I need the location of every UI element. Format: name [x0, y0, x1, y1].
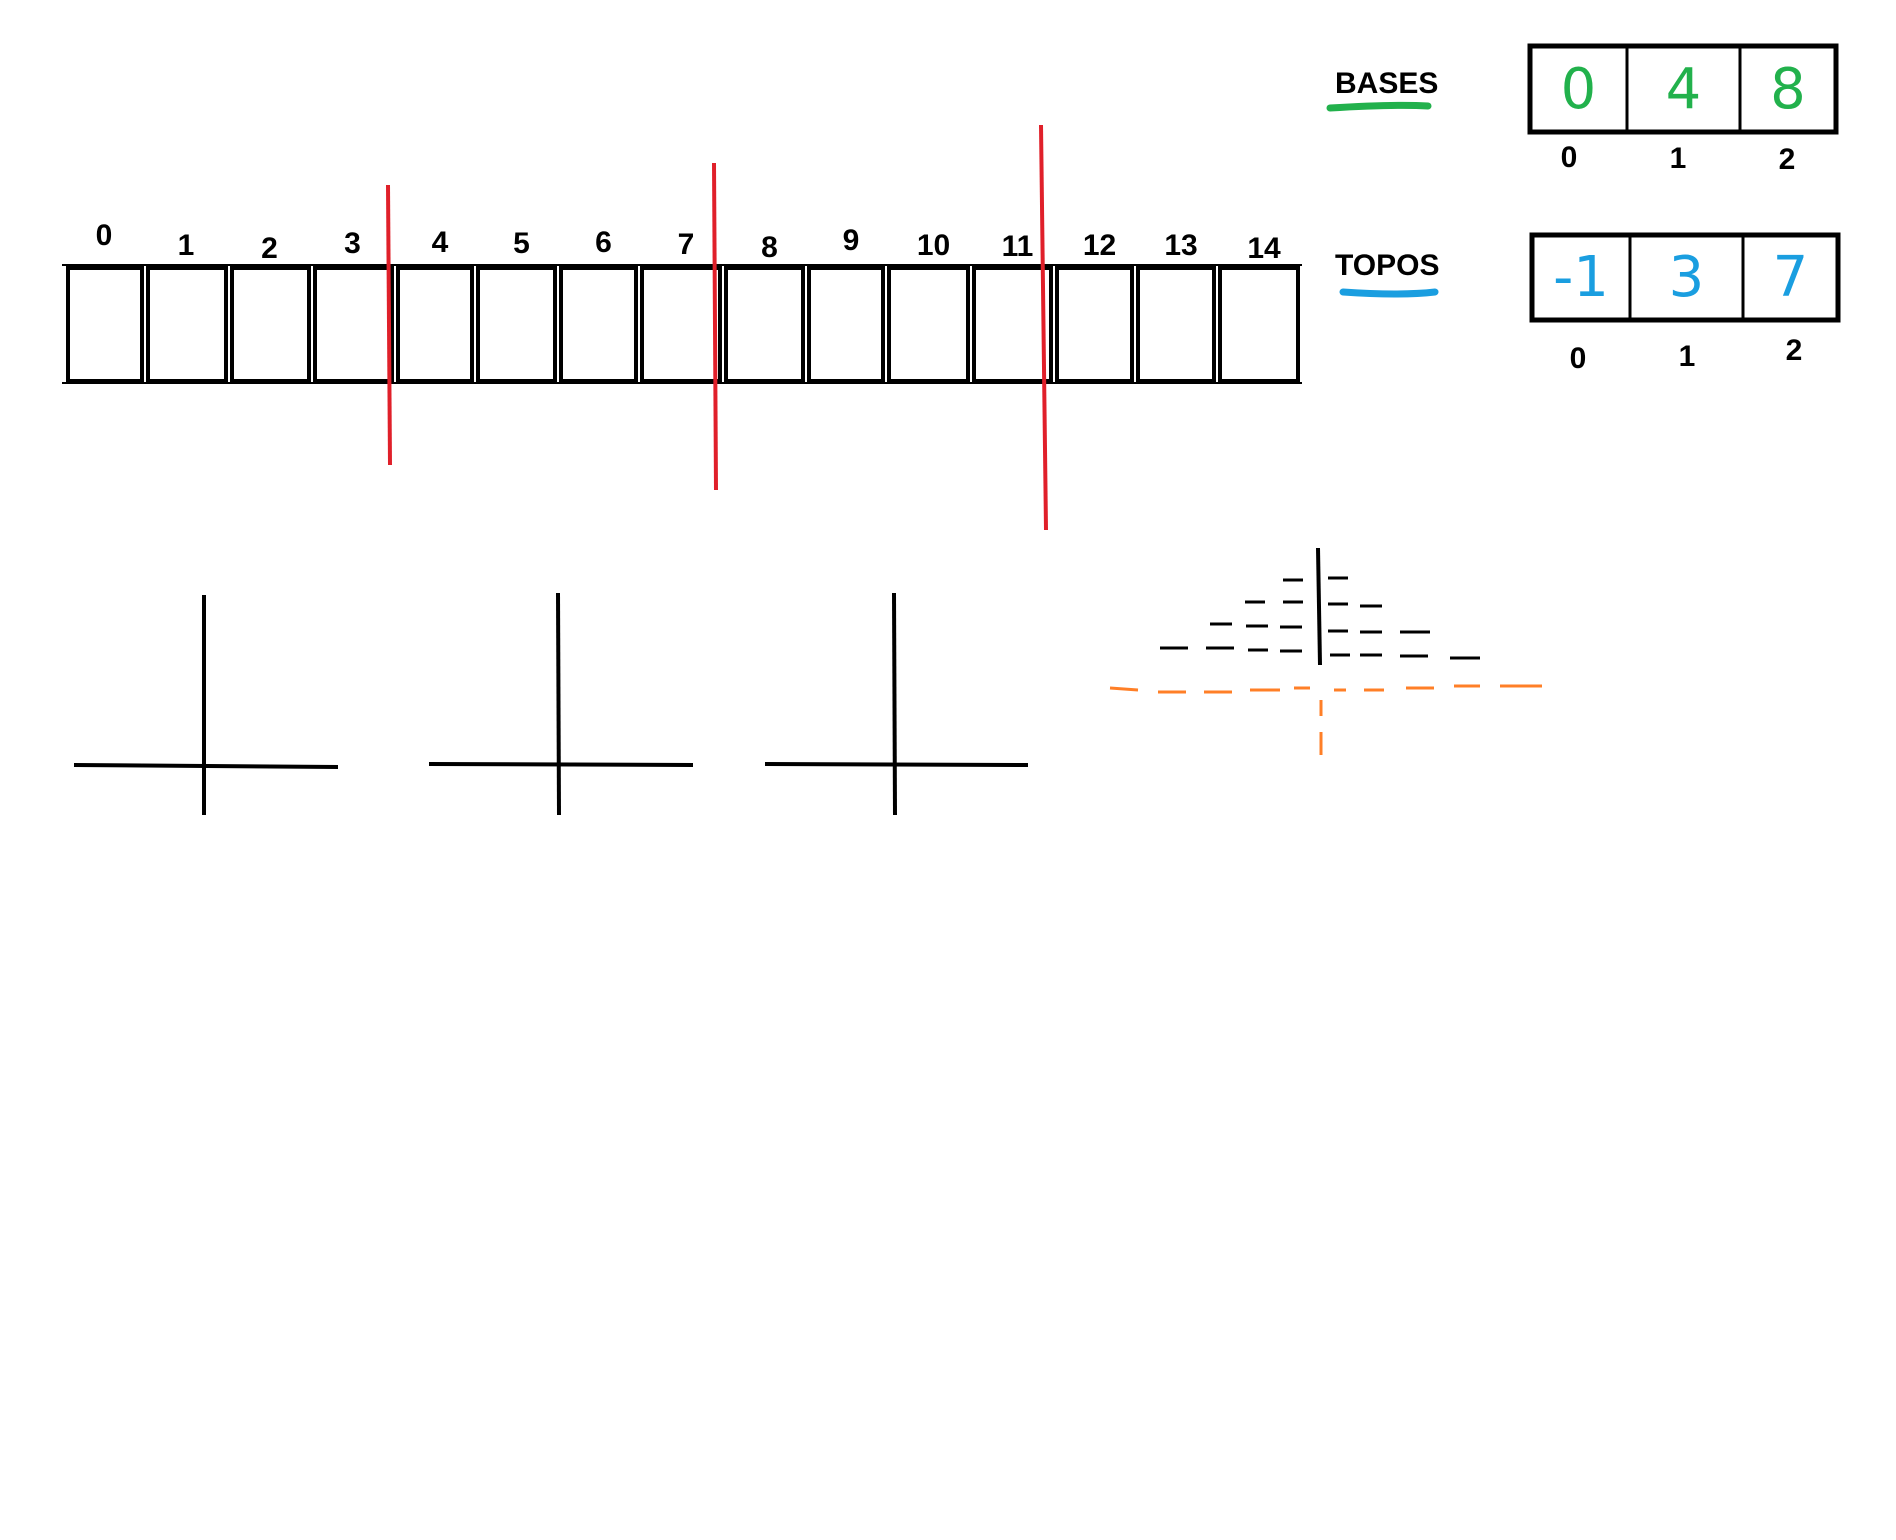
stack-cross [429, 593, 693, 815]
stack-cross [74, 595, 338, 815]
topos-label: TOPOS [1335, 249, 1440, 282]
table-value: 4 [1665, 56, 1702, 122]
array-cell [1057, 268, 1132, 381]
array-cell [315, 268, 392, 381]
array-index-label: 9 [842, 224, 860, 257]
table-index-label: 0 [1569, 342, 1587, 375]
stack-dividers [388, 125, 1046, 530]
array-index-label: 10 [916, 229, 951, 262]
table-index-label: 2 [1785, 334, 1803, 367]
array-cell [232, 268, 309, 381]
table-index-label: 2 [1778, 143, 1796, 176]
array-cell [68, 268, 142, 381]
array-index-label: 13 [1164, 229, 1198, 262]
array-index-label: 14 [1247, 232, 1281, 265]
divider-line [714, 163, 716, 490]
array [62, 219, 1302, 383]
array-cell [1138, 268, 1214, 381]
array-index-label: 11 [1001, 230, 1034, 263]
stack-cross [765, 593, 1028, 815]
array-cell [809, 268, 883, 381]
array-index-label: 4 [431, 226, 449, 259]
array-index-label: 3 [344, 227, 361, 260]
table-value: 3 [1668, 245, 1705, 311]
table-value: -1 [1553, 245, 1609, 311]
table-value: 0 [1560, 56, 1597, 122]
array-cell [398, 268, 472, 381]
table-value: 7 [1772, 245, 1809, 311]
topos-table [1532, 235, 1838, 375]
array-index-label: 5 [513, 227, 530, 260]
array-cell [148, 268, 226, 381]
array-cell [974, 268, 1051, 381]
array-cell [478, 268, 555, 381]
array-cell [1220, 268, 1298, 381]
divider-line [1041, 125, 1046, 530]
array-index-label: 8 [761, 231, 778, 264]
array-index-label: 12 [1082, 229, 1117, 262]
divider-line [388, 185, 390, 465]
array-cell [726, 268, 803, 381]
array-index-label: 2 [261, 232, 278, 265]
array-cell [889, 268, 968, 381]
array-index-label: 1 [177, 229, 195, 262]
array-index-label: 7 [677, 228, 695, 261]
table-index-label: 1 [1678, 340, 1696, 373]
table-index-label: 1 [1669, 142, 1687, 175]
array-index-label: 0 [95, 219, 113, 252]
bases-underline [1330, 105, 1428, 108]
table-index-label: 0 [1560, 141, 1578, 174]
dashed-pyramid [1110, 548, 1542, 755]
topos-underline [1343, 292, 1435, 294]
array-cell [642, 268, 720, 381]
array-index-label: 6 [595, 226, 612, 259]
bases-table [1530, 46, 1836, 176]
bases-label: BASES [1335, 67, 1439, 100]
array-cell [561, 268, 636, 381]
table-value: 8 [1770, 56, 1806, 122]
